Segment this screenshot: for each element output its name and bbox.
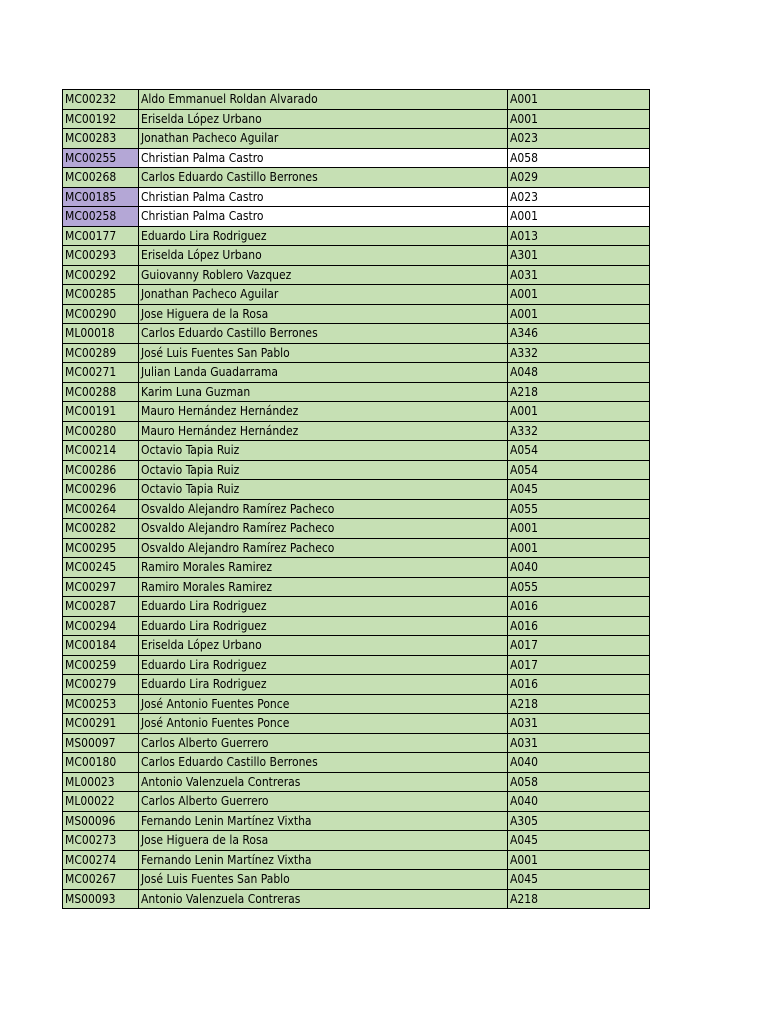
ref-cell[interactable]: A001	[508, 519, 650, 539]
code-cell[interactable]: MC00273	[63, 831, 139, 851]
ref-cell[interactable]: A048	[508, 363, 650, 383]
code-cell[interactable]: MC00232	[63, 90, 139, 110]
ref-cell[interactable]: A332	[508, 343, 650, 363]
ref-cell[interactable]: A013	[508, 226, 650, 246]
name-cell[interactable]: José Luis Fuentes San Pablo	[139, 870, 508, 890]
name-cell[interactable]: Jonathan Pacheco Aguilar	[139, 285, 508, 305]
name-cell[interactable]: Osvaldo Alejandro Ramírez Pacheco	[139, 499, 508, 519]
name-cell[interactable]: Jose Higuera de la Rosa	[139, 831, 508, 851]
table-row	[63, 850, 650, 870]
table-row	[63, 772, 650, 792]
name-cell[interactable]: José Antonio Fuentes Ponce	[139, 714, 508, 734]
table-row	[63, 363, 650, 383]
code-cell[interactable]: MC00293	[63, 246, 139, 266]
spreadsheet-table	[62, 89, 650, 909]
code-cell[interactable]: MC00287	[63, 597, 139, 617]
code-cell[interactable]: MC00282	[63, 519, 139, 539]
name-cell[interactable]: Osvaldo Alejandro Ramírez Pacheco	[139, 519, 508, 539]
code-cell[interactable]: MC00192	[63, 109, 139, 129]
name-cell[interactable]: Guiovanny Roblero Vazquez	[139, 265, 508, 285]
name-cell[interactable]: Carlos Alberto Guerrero	[139, 733, 508, 753]
ref-cell[interactable]: A045	[508, 831, 650, 851]
table-row	[63, 792, 650, 812]
code-cell[interactable]: MC00180	[63, 753, 139, 773]
table-row	[63, 577, 650, 597]
table-row	[63, 343, 650, 363]
name-cell[interactable]: Antonio Valenzuela Contreras	[139, 889, 508, 909]
code-cell[interactable]: MC00259	[63, 655, 139, 675]
table-row	[63, 889, 650, 909]
code-cell[interactable]: MS00093	[63, 889, 139, 909]
code-cell[interactable]: MC00279	[63, 675, 139, 695]
code-cell[interactable]: MC00185	[63, 187, 139, 207]
name-cell[interactable]: Eduardo Lira Rodriguez	[139, 616, 508, 636]
code-cell[interactable]: MC00267	[63, 870, 139, 890]
code-cell[interactable]: MC00258	[63, 207, 139, 227]
table-row	[63, 714, 650, 734]
table-row	[63, 499, 650, 519]
table-row	[63, 460, 650, 480]
code-cell[interactable]: ML00023	[63, 772, 139, 792]
ref-cell[interactable]: A218	[508, 889, 650, 909]
code-cell[interactable]: MC00288	[63, 382, 139, 402]
name-cell[interactable]: Eduardo Lira Rodriguez	[139, 675, 508, 695]
name-cell[interactable]: Jose Higuera de la Rosa	[139, 304, 508, 324]
name-cell[interactable]: José Luis Fuentes San Pablo	[139, 343, 508, 363]
name-cell[interactable]: Osvaldo Alejandro Ramírez Pacheco	[139, 538, 508, 558]
code-cell[interactable]: MC00294	[63, 616, 139, 636]
ref-cell[interactable]: A001	[508, 538, 650, 558]
code-cell[interactable]: MC00274	[63, 850, 139, 870]
name-cell[interactable]: Carlos Eduardo Castillo Berrones	[139, 168, 508, 188]
ref-cell[interactable]: A031	[508, 714, 650, 734]
table-row	[63, 304, 650, 324]
ref-cell[interactable]: A045	[508, 480, 650, 500]
name-cell[interactable]: Karim Luna Guzman	[139, 382, 508, 402]
table-row	[63, 148, 650, 168]
ref-cell[interactable]: A040	[508, 792, 650, 812]
table-row	[63, 831, 650, 851]
name-cell[interactable]: Carlos Alberto Guerrero	[139, 792, 508, 812]
ref-cell[interactable]: A016	[508, 597, 650, 617]
table-row	[63, 226, 650, 246]
code-cell[interactable]: MC00264	[63, 499, 139, 519]
code-cell[interactable]: ML00018	[63, 324, 139, 344]
table-row	[63, 285, 650, 305]
table-row	[63, 616, 650, 636]
code-cell[interactable]: MC00271	[63, 363, 139, 383]
code-cell[interactable]: MC00296	[63, 480, 139, 500]
code-cell[interactable]: MC00295	[63, 538, 139, 558]
ref-cell[interactable]: A332	[508, 421, 650, 441]
ref-cell[interactable]: A001	[508, 207, 650, 227]
name-cell[interactable]: Octavio Tapia Ruiz	[139, 460, 508, 480]
code-cell[interactable]: MC00214	[63, 441, 139, 461]
table-row	[63, 187, 650, 207]
ref-cell[interactable]: A023	[508, 187, 650, 207]
code-cell[interactable]: MC00297	[63, 577, 139, 597]
ref-cell[interactable]: A058	[508, 148, 650, 168]
code-cell[interactable]: MC00245	[63, 558, 139, 578]
code-cell[interactable]: MC00283	[63, 129, 139, 149]
table-row	[63, 675, 650, 695]
code-cell[interactable]: MC00191	[63, 402, 139, 422]
name-cell[interactable]: Antonio Valenzuela Contreras	[139, 772, 508, 792]
name-cell[interactable]: Jonathan Pacheco Aguilar	[139, 129, 508, 149]
ref-cell[interactable]: A218	[508, 382, 650, 402]
name-cell[interactable]: Julian Landa Guadarrama	[139, 363, 508, 383]
table-row	[63, 129, 650, 149]
name-cell[interactable]: Christian Palma Castro	[139, 187, 508, 207]
name-cell[interactable]: Fernando Lenin Martínez Vixtha	[139, 811, 508, 831]
code-cell[interactable]: MC00285	[63, 285, 139, 305]
code-cell[interactable]: MS00097	[63, 733, 139, 753]
name-cell[interactable]: Octavio Tapia Ruiz	[139, 480, 508, 500]
name-cell[interactable]: Aldo Emmanuel Roldan Alvarado	[139, 90, 508, 110]
code-cell[interactable]: ML00022	[63, 792, 139, 812]
ref-cell[interactable]: A001	[508, 850, 650, 870]
name-cell[interactable]: Eduardo Lira Rodriguez	[139, 655, 508, 675]
ref-cell[interactable]: A001	[508, 90, 650, 110]
ref-cell[interactable]: A031	[508, 265, 650, 285]
ref-cell[interactable]: A054	[508, 460, 650, 480]
name-cell[interactable]: Mauro Hernández Hernández	[139, 402, 508, 422]
ref-cell[interactable]: A301	[508, 246, 650, 266]
name-cell[interactable]: Ramiro Morales Ramirez	[139, 558, 508, 578]
table-row	[63, 519, 650, 539]
ref-cell[interactable]: A346	[508, 324, 650, 344]
table-row	[63, 421, 650, 441]
ref-cell[interactable]: A045	[508, 870, 650, 890]
ref-cell[interactable]: A054	[508, 441, 650, 461]
table-row	[63, 694, 650, 714]
ref-cell[interactable]: A055	[508, 577, 650, 597]
ref-cell[interactable]: A001	[508, 285, 650, 305]
table-row	[63, 246, 650, 266]
table-row	[63, 558, 650, 578]
code-cell[interactable]: MC00292	[63, 265, 139, 285]
ref-cell[interactable]: A017	[508, 636, 650, 656]
name-cell[interactable]: Ramiro Morales Ramirez	[139, 577, 508, 597]
ref-cell[interactable]: A040	[508, 558, 650, 578]
table-row	[63, 733, 650, 753]
ref-cell[interactable]: A031	[508, 733, 650, 753]
table-body	[63, 90, 650, 909]
table-row	[63, 265, 650, 285]
ref-cell[interactable]: A017	[508, 655, 650, 675]
code-cell[interactable]: MC00280	[63, 421, 139, 441]
ref-cell[interactable]: A001	[508, 304, 650, 324]
code-cell[interactable]: MC00286	[63, 460, 139, 480]
name-cell[interactable]: Christian Palma Castro	[139, 148, 508, 168]
table-row	[63, 870, 650, 890]
name-cell[interactable]: Eriselda López Urbano	[139, 109, 508, 129]
name-cell[interactable]: Mauro Hernández Hernández	[139, 421, 508, 441]
table-row	[63, 597, 650, 617]
ref-cell[interactable]: A029	[508, 168, 650, 188]
name-cell[interactable]: Carlos Eduardo Castillo Berrones	[139, 324, 508, 344]
ref-cell[interactable]: A016	[508, 616, 650, 636]
name-cell[interactable]: Eduardo Lira Rodriguez	[139, 597, 508, 617]
code-cell[interactable]: MC00268	[63, 168, 139, 188]
code-cell[interactable]: MC00289	[63, 343, 139, 363]
name-cell[interactable]: Octavio Tapia Ruiz	[139, 441, 508, 461]
ref-cell[interactable]: A055	[508, 499, 650, 519]
table-row	[63, 480, 650, 500]
name-cell[interactable]: Carlos Eduardo Castillo Berrones	[139, 753, 508, 773]
ref-cell[interactable]: A305	[508, 811, 650, 831]
ref-cell[interactable]: A001	[508, 402, 650, 422]
table-row	[63, 753, 650, 773]
code-cell[interactable]: MS00096	[63, 811, 139, 831]
table-row	[63, 402, 650, 422]
table-row	[63, 655, 650, 675]
table-row	[63, 324, 650, 344]
table-row	[63, 90, 650, 110]
code-cell[interactable]: MC00290	[63, 304, 139, 324]
table-row	[63, 382, 650, 402]
name-cell[interactable]: Fernando Lenin Martínez Vixtha	[139, 850, 508, 870]
code-cell[interactable]: MC00255	[63, 148, 139, 168]
code-cell[interactable]: MC00291	[63, 714, 139, 734]
ref-cell[interactable]: A023	[508, 129, 650, 149]
name-cell[interactable]: Eduardo Lira Rodriguez	[139, 226, 508, 246]
table-row	[63, 168, 650, 188]
ref-cell[interactable]: A001	[508, 109, 650, 129]
code-cell[interactable]: MC00177	[63, 226, 139, 246]
table-row	[63, 538, 650, 558]
ref-cell[interactable]: A040	[508, 753, 650, 773]
name-cell[interactable]: José Antonio Fuentes Ponce	[139, 694, 508, 714]
name-cell[interactable]: Eriselda López Urbano	[139, 246, 508, 266]
table-row	[63, 636, 650, 656]
name-cell[interactable]: Eriselda López Urbano	[139, 636, 508, 656]
ref-cell[interactable]: A058	[508, 772, 650, 792]
table-row	[63, 441, 650, 461]
name-cell[interactable]: Christian Palma Castro	[139, 207, 508, 227]
table-row	[63, 109, 650, 129]
ref-cell[interactable]: A016	[508, 675, 650, 695]
ref-cell[interactable]: A218	[508, 694, 650, 714]
code-cell[interactable]: MC00253	[63, 694, 139, 714]
table-row	[63, 207, 650, 227]
table-row	[63, 811, 650, 831]
code-cell[interactable]: MC00184	[63, 636, 139, 656]
